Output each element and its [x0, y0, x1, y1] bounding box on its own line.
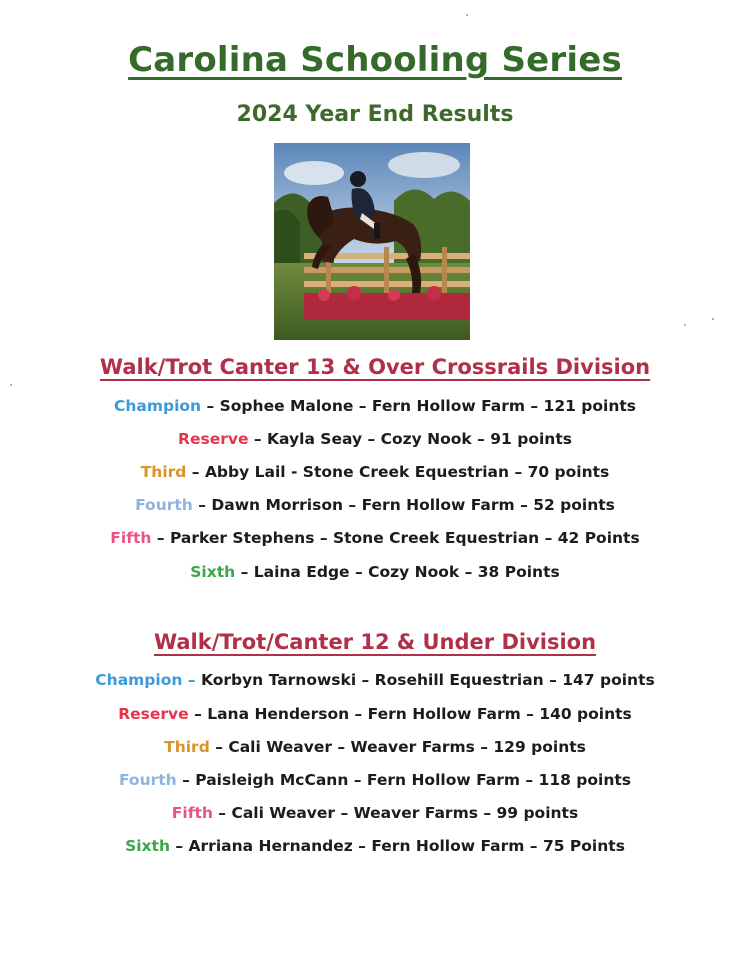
division-2-result-champion — [0, 671, 750, 689]
division-1-result-third — [0, 463, 750, 481]
separator: – — [151, 529, 170, 547]
separator: – — [186, 463, 205, 481]
separator: – — [212, 804, 232, 822]
result-text: Kayla Seay – Cozy Nook – 91 points — [267, 430, 572, 448]
page-subtitle: 2024 Year End Results — [236, 102, 514, 127]
result-text: Sophee Malone – Fern Hollow Farm – 121 points — [219, 397, 637, 415]
division-2-result-fifth — [0, 804, 750, 822]
division-1-heading: Walk/Trot Canter 13 & Over Crossrails Division — [99, 355, 651, 379]
result-text: Arriana Hernandez – Fern Hollow Farm – 75 Points — [188, 837, 625, 855]
place-label: Fifth — [171, 804, 213, 822]
place-label: Sixth — [190, 563, 236, 581]
horse-jumping-photo — [274, 143, 470, 340]
result-text: Cali Weaver – Weaver Farms – 99 points — [231, 804, 579, 822]
scan-speck — [10, 384, 12, 386]
division-2-result-third — [0, 738, 750, 756]
result-text: Dawn Morrison – Fern Hollow Farm – 52 points — [211, 496, 615, 514]
separator: – — [235, 563, 254, 581]
place-label: Fourth — [118, 771, 177, 789]
place-label: Reserve — [178, 430, 249, 448]
place-label: Champion – — [95, 671, 196, 689]
result-text: Korbyn Tarnowski – Rosehill Equestrian – 147 points — [200, 671, 655, 689]
division-2-result-sixth — [0, 837, 750, 855]
place-label: Fifth — [110, 529, 152, 547]
result-text: Lana Henderson – Fern Hollow Farm – 140 points — [207, 705, 632, 723]
division-1-result-fourth — [0, 496, 750, 514]
page-title: Carolina Schooling Series — [128, 40, 622, 80]
result-text: Abby Lail - Stone Creek Equestrian – 70 points — [204, 463, 610, 481]
place-label: Third — [140, 463, 187, 481]
separator: – — [248, 430, 268, 448]
place-label: Reserve — [118, 705, 189, 723]
result-text: Parker Stephens – Stone Creek Equestrian – 42 Points — [169, 529, 640, 547]
separator: – — [170, 837, 189, 855]
result-text: Paisleigh McCann – Fern Hollow Farm – 118 points — [195, 771, 632, 789]
division-2-result-fourth — [0, 771, 750, 789]
scan-speck — [684, 324, 686, 326]
division-1-result-champion — [0, 397, 750, 415]
division-1-result-fifth — [0, 529, 750, 547]
result-text: Laina Edge – Cozy Nook – 38 Points — [253, 563, 560, 581]
scan-speck — [466, 14, 468, 16]
division-2-result-reserve — [0, 705, 750, 723]
division-1-result-reserve — [0, 430, 750, 448]
scan-speck — [712, 318, 714, 320]
separator: – — [176, 771, 196, 789]
place-label: Champion — [113, 397, 202, 415]
place-label: Sixth — [125, 837, 170, 855]
place-label: Fourth — [135, 496, 193, 514]
separator: – — [201, 397, 220, 415]
division-1-result-sixth — [0, 563, 750, 581]
separator: – — [188, 705, 208, 723]
place-label: Third — [164, 738, 210, 756]
result-text: Cali Weaver – Weaver Farms – 129 points — [228, 738, 586, 756]
division-2-heading: Walk/Trot/Canter 12 & Under Division — [153, 630, 597, 654]
separator: – — [192, 496, 212, 514]
separator: – — [209, 738, 229, 756]
